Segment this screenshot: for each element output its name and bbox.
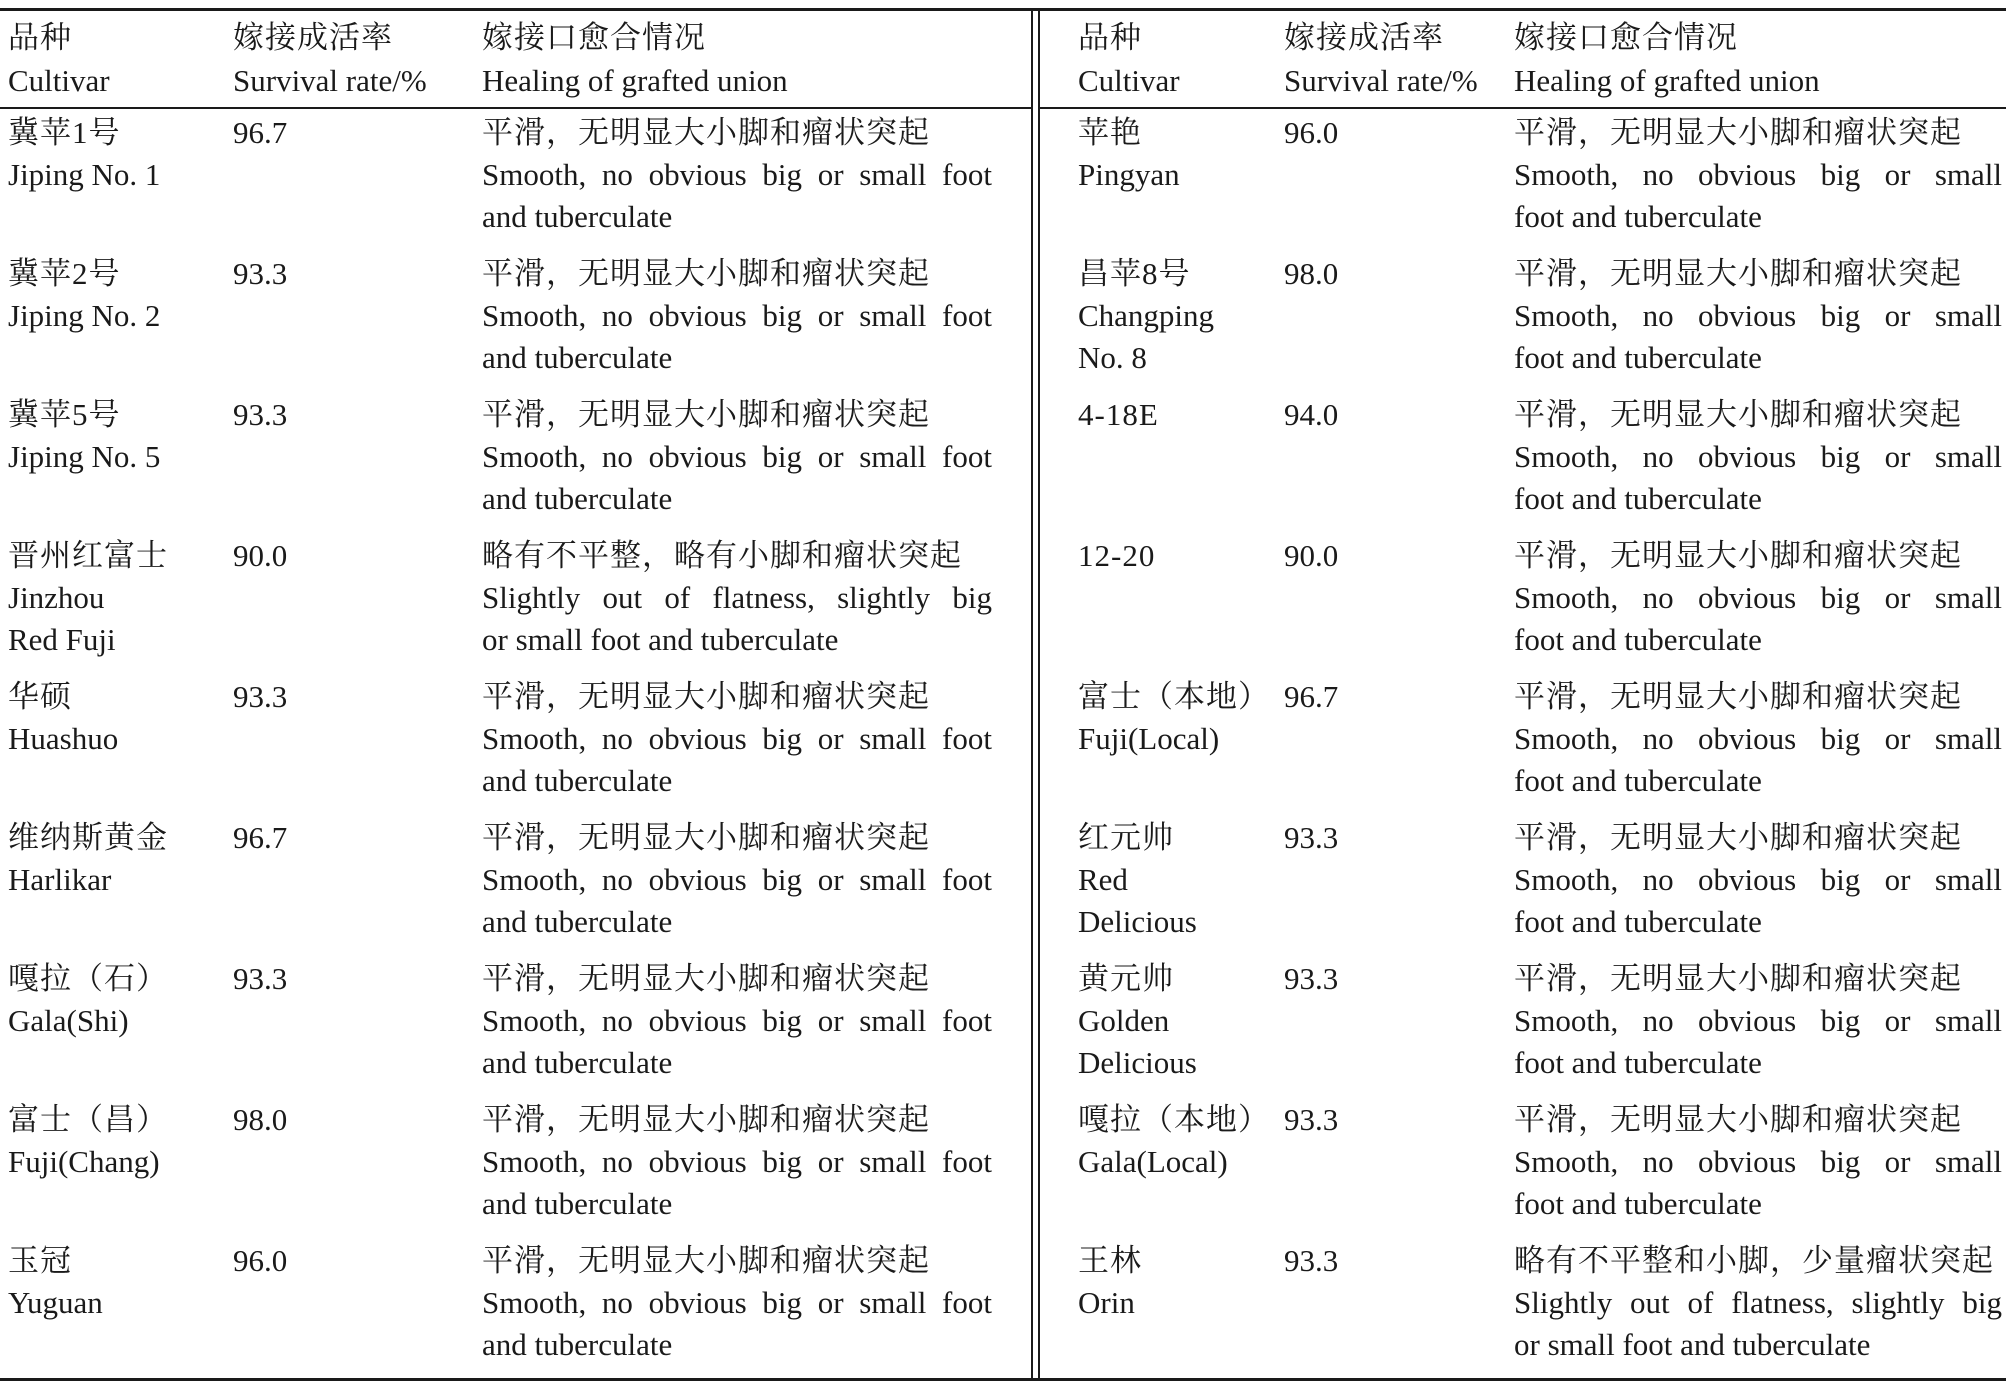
healing-text-en: Slightly out of flatness, slightly big bbox=[1514, 1285, 2002, 1320]
healing-text-zh: 平滑，无明显大小脚和瘤状突起 bbox=[482, 256, 930, 291]
survival-rate-cell: 96.0 bbox=[1284, 115, 1339, 150]
survival-rate-cell: 98.0 bbox=[1284, 256, 1339, 291]
healing-cell bbox=[1514, 535, 2002, 661]
header-healing: 嫁接口愈合情况 Healing of grafted union bbox=[482, 20, 788, 98]
cultivar-name-en: Delicious bbox=[1078, 1045, 1197, 1080]
table-row bbox=[0, 112, 1000, 253]
healing-text-en: Smooth, no obvious big or small bbox=[1514, 157, 2002, 192]
healing-text-en: foot and tuberculate bbox=[1514, 1045, 1762, 1080]
healing-text-en: Smooth, no obvious big or small bbox=[1514, 439, 2002, 474]
cultivar-cell bbox=[1078, 394, 1159, 436]
healing-text-zh: 平滑，无明显大小脚和瘤状突起 bbox=[482, 115, 930, 150]
healing-text-en: Smooth, no obvious big or small foot bbox=[482, 298, 992, 333]
healing-text-zh: 略有不平整，略有小脚和瘤状突起 bbox=[482, 538, 962, 573]
cultivar-name-en: Fuji(Chang) bbox=[8, 1144, 160, 1179]
cultivar-name-zh: 嘎拉（石） bbox=[8, 961, 168, 996]
healing-cell bbox=[482, 535, 992, 661]
healing-text-zh: 平滑，无明显大小脚和瘤状突起 bbox=[1514, 820, 1962, 855]
survival-rate-cell: 90.0 bbox=[1284, 538, 1339, 573]
panel-divider-line bbox=[1031, 8, 1033, 1381]
survival-rate-cell: 93.3 bbox=[233, 256, 288, 291]
healing-cell bbox=[482, 676, 992, 802]
survival-rate-cell: 93.3 bbox=[233, 961, 288, 996]
cultivar-name-zh: 4-18E bbox=[1078, 397, 1159, 432]
cultivar-cell bbox=[1078, 112, 1180, 196]
table-row bbox=[1040, 958, 2006, 1099]
healing-text-en: Smooth, no obvious big or small foot bbox=[482, 439, 992, 474]
table-row bbox=[1040, 1099, 2006, 1240]
survival-rate-cell: 93.3 bbox=[1284, 1102, 1339, 1137]
healing-text-en: and tuberculate bbox=[482, 1045, 673, 1080]
healing-text-zh: 平滑，无明显大小脚和瘤状突起 bbox=[1514, 115, 1962, 150]
healing-text-en: foot and tuberculate bbox=[1514, 481, 1762, 516]
cultivar-name-zh: 12-20 bbox=[1078, 538, 1156, 573]
cultivar-cell bbox=[8, 817, 168, 901]
healing-text-en: Smooth, no obvious big or small bbox=[1514, 721, 2002, 756]
cultivar-name-en: Huashuo bbox=[8, 721, 119, 756]
healing-text-en: Smooth, no obvious big or small bbox=[1514, 1003, 2002, 1038]
healing-text-en: and tuberculate bbox=[482, 1327, 673, 1362]
healing-cell bbox=[1514, 1099, 2002, 1225]
healing-text-en: Smooth, no obvious big or small foot bbox=[482, 862, 992, 897]
cultivar-name-en: Jiping No. 5 bbox=[8, 439, 161, 474]
healing-text-en: Smooth, no obvious big or small bbox=[1514, 580, 2002, 615]
cultivar-name-en: Jiping No. 2 bbox=[8, 298, 161, 333]
cultivar-name-zh: 晋州红富士 bbox=[8, 538, 168, 573]
table-row bbox=[0, 535, 1000, 676]
healing-text-zh: 平滑，无明显大小脚和瘤状突起 bbox=[482, 679, 930, 714]
healing-text-en: and tuberculate bbox=[482, 199, 673, 234]
cultivar-name-zh: 华硕 bbox=[8, 679, 72, 714]
healing-text-zh: 平滑，无明显大小脚和瘤状突起 bbox=[482, 1243, 930, 1278]
healing-text-en: Smooth, no obvious big or small foot bbox=[482, 721, 992, 756]
table-row bbox=[0, 817, 1000, 958]
healing-text-zh: 平滑，无明显大小脚和瘤状突起 bbox=[1514, 1102, 1962, 1137]
header-cultivar: 品种 Cultivar bbox=[1078, 20, 1180, 98]
healing-cell bbox=[482, 817, 992, 943]
cultivar-name-zh: 冀苹1号 bbox=[8, 115, 121, 150]
table-row bbox=[0, 676, 1000, 817]
healing-text-en: Slightly out of flatness, slightly big bbox=[482, 580, 992, 615]
healing-cell bbox=[1514, 112, 2002, 238]
healing-cell bbox=[1514, 958, 2002, 1084]
header-rule-left bbox=[0, 107, 1031, 109]
survival-rate-cell: 94.0 bbox=[1284, 397, 1339, 432]
cultivar-name-en: Jinzhou bbox=[8, 580, 105, 615]
cultivar-name-en: Golden bbox=[1078, 1003, 1170, 1038]
cultivar-name-zh: 王林 bbox=[1078, 1243, 1142, 1278]
cultivar-name-zh: 玉冠 bbox=[8, 1243, 72, 1278]
survival-rate-cell: 93.3 bbox=[1284, 1243, 1339, 1278]
survival-rate-cell: 96.7 bbox=[233, 820, 288, 855]
healing-text-en: Smooth, no obvious big or small foot bbox=[482, 1144, 992, 1179]
cultivar-name-zh: 苹艳 bbox=[1078, 115, 1142, 150]
cultivar-cell bbox=[8, 1099, 168, 1183]
cultivar-name-zh: 冀苹2号 bbox=[8, 256, 121, 291]
healing-text-en: foot and tuberculate bbox=[1514, 622, 1762, 657]
table-row bbox=[1040, 394, 2006, 535]
cultivar-cell bbox=[1078, 958, 1197, 1084]
table-row bbox=[1040, 1240, 2006, 1381]
healing-text-en: foot and tuberculate bbox=[1514, 904, 1762, 939]
cultivar-name-zh: 富士（昌） bbox=[8, 1102, 168, 1137]
healing-cell bbox=[482, 1099, 992, 1225]
cultivar-cell bbox=[1078, 1240, 1142, 1324]
healing-text-en: foot and tuberculate bbox=[1514, 763, 1762, 798]
cultivar-name-en: No. 8 bbox=[1078, 340, 1147, 375]
table-header bbox=[0, 16, 1031, 104]
healing-text-en: foot and tuberculate bbox=[1514, 199, 1762, 234]
healing-text-en: foot and tuberculate bbox=[1514, 1186, 1762, 1221]
healing-text-en: and tuberculate bbox=[482, 763, 673, 798]
healing-text-zh: 平滑，无明显大小脚和瘤状突起 bbox=[1514, 397, 1962, 432]
cultivar-name-en: Red bbox=[1078, 862, 1128, 897]
cultivar-name-en: Jiping No. 1 bbox=[8, 157, 161, 192]
table-row bbox=[0, 394, 1000, 535]
cultivar-cell bbox=[8, 676, 118, 760]
healing-text-zh: 平滑，无明显大小脚和瘤状突起 bbox=[1514, 961, 1962, 996]
cultivar-name-zh: 维纳斯黄金 bbox=[8, 820, 168, 855]
healing-text-en: Smooth, no obvious big or small bbox=[1514, 298, 2002, 333]
table-row bbox=[1040, 253, 2006, 394]
cultivar-cell bbox=[8, 1240, 103, 1324]
table-row bbox=[0, 958, 1000, 1099]
healing-text-en: Smooth, no obvious big or small foot bbox=[482, 1285, 992, 1320]
cultivar-name-en: Red Fuji bbox=[8, 622, 116, 657]
healing-text-en: or small foot and tuberculate bbox=[1514, 1327, 1871, 1362]
header-survival: 嫁接成活率 Survival rate/% bbox=[233, 20, 427, 98]
cultivar-cell bbox=[1078, 535, 1155, 577]
cultivar-cell bbox=[1078, 1099, 1270, 1183]
healing-cell bbox=[1514, 394, 2002, 520]
healing-cell bbox=[1514, 817, 2002, 943]
healing-text-zh: 略有不平整和小脚，少量瘤状突起 bbox=[1514, 1243, 1994, 1278]
header-healing: 嫁接口愈合情况 Healing of grafted union bbox=[1514, 20, 1820, 98]
cultivar-name-en: Gala(Shi) bbox=[8, 1003, 129, 1038]
healing-text-en: Smooth, no obvious big or small foot bbox=[482, 1003, 992, 1038]
healing-text-zh: 平滑，无明显大小脚和瘤状突起 bbox=[482, 961, 930, 996]
healing-cell bbox=[482, 1240, 992, 1366]
cultivar-cell bbox=[8, 253, 160, 337]
healing-cell bbox=[482, 958, 992, 1084]
survival-rate-cell: 96.7 bbox=[1284, 679, 1339, 714]
cultivar-name-en: Changping bbox=[1078, 298, 1215, 333]
healing-cell bbox=[482, 112, 992, 238]
healing-text-en: foot and tuberculate bbox=[1514, 340, 1762, 375]
cultivar-cell bbox=[1078, 676, 1270, 760]
cultivar-name-en: Orin bbox=[1078, 1285, 1135, 1320]
header-cultivar: 品种 Cultivar bbox=[8, 20, 110, 98]
healing-text-en: and tuberculate bbox=[482, 1186, 673, 1221]
healing-cell bbox=[1514, 1240, 2002, 1366]
healing-text-en: and tuberculate bbox=[482, 340, 673, 375]
cultivar-name-en: Gala(Local) bbox=[1078, 1144, 1228, 1179]
table-row bbox=[1040, 817, 2006, 958]
table-row bbox=[0, 1099, 1000, 1240]
cultivar-name-en: Pingyan bbox=[1078, 157, 1180, 192]
cultivar-cell bbox=[8, 394, 160, 478]
header-rule-right bbox=[1040, 107, 2006, 109]
table-row bbox=[1040, 535, 2006, 676]
table-top-rule bbox=[0, 8, 2006, 11]
healing-text-en: Smooth, no obvious big or small bbox=[1514, 862, 2002, 897]
survival-rate-cell: 93.3 bbox=[1284, 820, 1339, 855]
survival-rate-cell: 93.3 bbox=[233, 679, 288, 714]
healing-text-zh: 平滑，无明显大小脚和瘤状突起 bbox=[482, 820, 930, 855]
healing-cell bbox=[482, 253, 992, 379]
healing-text-zh: 平滑，无明显大小脚和瘤状突起 bbox=[1514, 679, 1962, 714]
survival-rate-cell: 93.3 bbox=[233, 397, 288, 432]
healing-text-en: and tuberculate bbox=[482, 481, 673, 516]
cultivar-name-zh: 嘎拉（本地） bbox=[1078, 1102, 1270, 1137]
cultivar-cell bbox=[8, 535, 168, 661]
healing-text-zh: 平滑，无明显大小脚和瘤状突起 bbox=[1514, 256, 1962, 291]
table-row bbox=[0, 253, 1000, 394]
healing-text-en: Smooth, no obvious big or small bbox=[1514, 1144, 2002, 1179]
cultivar-name-zh: 红元帅 bbox=[1078, 820, 1174, 855]
survival-rate-cell: 93.3 bbox=[1284, 961, 1339, 996]
survival-rate-cell: 96.7 bbox=[233, 115, 288, 150]
cultivar-name-zh: 冀苹5号 bbox=[8, 397, 121, 432]
cultivar-cell bbox=[8, 958, 168, 1042]
cultivar-name-zh: 昌苹8号 bbox=[1078, 256, 1191, 291]
healing-cell bbox=[1514, 253, 2002, 379]
healing-text-en: or small foot and tuberculate bbox=[482, 622, 839, 657]
cultivar-cell bbox=[1078, 817, 1197, 943]
table-row bbox=[0, 1240, 1000, 1381]
survival-rate-cell: 96.0 bbox=[233, 1243, 288, 1278]
cultivar-name-en: Harlikar bbox=[8, 862, 112, 897]
survival-rate-cell: 98.0 bbox=[233, 1102, 288, 1137]
cultivar-name-en: Yuguan bbox=[8, 1285, 103, 1320]
table-row bbox=[1040, 112, 2006, 253]
healing-text-en: and tuberculate bbox=[482, 904, 673, 939]
healing-text-zh: 平滑，无明显大小脚和瘤状突起 bbox=[482, 1102, 930, 1137]
cultivar-name-en: Fuji(Local) bbox=[1078, 721, 1220, 756]
header-survival: 嫁接成活率 Survival rate/% bbox=[1284, 20, 1478, 98]
healing-cell bbox=[1514, 676, 2002, 802]
healing-text-zh: 平滑，无明显大小脚和瘤状突起 bbox=[482, 397, 930, 432]
cultivar-cell bbox=[1078, 253, 1214, 379]
healing-text-zh: 平滑，无明显大小脚和瘤状突起 bbox=[1514, 538, 1962, 573]
survival-rate-cell: 90.0 bbox=[233, 538, 288, 573]
cultivar-name-zh: 黄元帅 bbox=[1078, 961, 1174, 996]
cultivar-name-zh: 富士（本地） bbox=[1078, 679, 1270, 714]
cultivar-name-en: Delicious bbox=[1078, 904, 1197, 939]
table-row bbox=[1040, 676, 2006, 817]
table-header bbox=[1040, 16, 2006, 104]
healing-cell bbox=[482, 394, 992, 520]
cultivar-cell bbox=[8, 112, 160, 196]
healing-text-en: Smooth, no obvious big or small foot bbox=[482, 157, 992, 192]
